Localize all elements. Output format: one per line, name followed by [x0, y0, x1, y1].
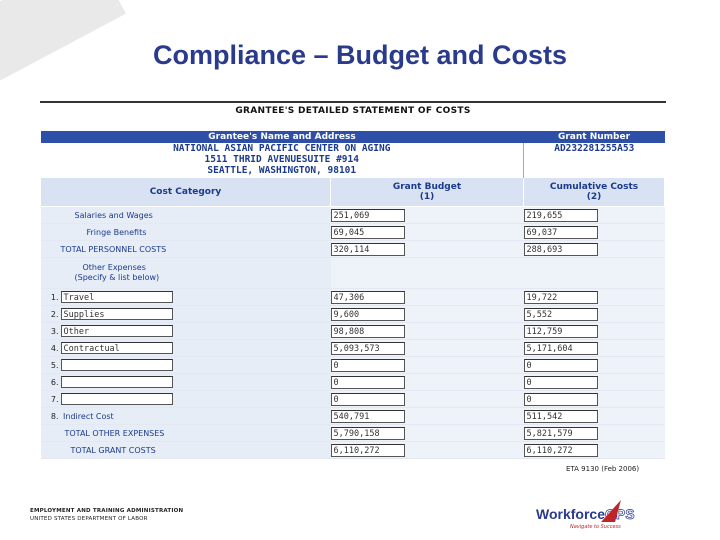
other-expenses-line1: Other Expenses: [82, 263, 146, 272]
row-label-text: Salaries and Wages: [74, 210, 153, 220]
cumulative-input[interactable]: 0: [524, 393, 598, 406]
budget-cell: [331, 241, 524, 258]
grant-number-header: Grant Number: [524, 131, 665, 143]
budget-cell: [331, 207, 524, 224]
cumulative-cell: [524, 442, 665, 459]
logo-text-gps: GPS: [604, 506, 635, 522]
cumulative-input[interactable]: 219,655: [524, 209, 598, 222]
other-expenses-label: [41, 258, 331, 289]
budget-cell: [331, 224, 524, 241]
cumulative-cell: [524, 374, 665, 391]
table-row-1: [41, 289, 665, 306]
row-label-text: Fringe Benefits: [86, 227, 147, 237]
cumulative-cell: [524, 207, 665, 224]
table-row-total-grant: [41, 442, 665, 459]
cumulative-cell: [524, 425, 665, 442]
logo-tagline: Navigate to Success: [570, 524, 621, 530]
cumulative-input[interactable]: 69,037: [524, 226, 598, 239]
cumulative-input[interactable]: 19,722: [524, 291, 598, 304]
row-label: [41, 408, 331, 425]
expense-name-input[interactable]: [61, 359, 173, 371]
budget-input[interactable]: 9,600: [331, 308, 405, 321]
grant-budget-header: [331, 178, 524, 207]
row-label: [41, 207, 331, 224]
table-row-3: [41, 323, 665, 340]
cumulative-cell: [524, 340, 665, 357]
budget-input[interactable]: 0: [331, 359, 405, 372]
agency-name: EMPLOYMENT AND TRAINING ADMINISTRATION: [30, 508, 184, 514]
row-label: [41, 241, 331, 258]
cumulative-costs-header-label: Cumulative Costs: [549, 182, 639, 192]
budget-input[interactable]: 6,110,272: [331, 444, 405, 457]
table-row-4: [41, 340, 665, 357]
column-header-row: [41, 178, 665, 207]
cumulative-input[interactable]: 5,821,579: [524, 427, 598, 440]
cumulative-cell: [524, 289, 665, 306]
row-label-text: TOTAL OTHER EXPENSES: [64, 428, 165, 438]
row-number: 7.: [50, 394, 59, 404]
grantee-address: [41, 143, 524, 178]
row-label: [41, 323, 331, 340]
budget-input[interactable]: 47,306: [331, 291, 405, 304]
table-row-salaries: [41, 207, 665, 224]
table-row-2: [41, 306, 665, 323]
budget-cell: [331, 425, 524, 442]
row-label: [41, 374, 331, 391]
grant-number: AD232281255A53: [554, 143, 635, 154]
row-label: [41, 391, 331, 408]
budget-cell: [331, 340, 524, 357]
grantee-info-row: [41, 143, 665, 178]
budget-cell: [331, 306, 524, 323]
divider: [40, 101, 666, 103]
row-number: 4.: [50, 343, 59, 353]
table-row-7: [41, 391, 665, 408]
budget-input[interactable]: 320,114: [331, 243, 405, 256]
table-row-6: [41, 374, 665, 391]
expense-name-input[interactable]: [61, 393, 173, 405]
row-number: 8.: [50, 411, 59, 421]
expense-name-input[interactable]: Supplies: [61, 308, 173, 320]
grant-budget-header-label: Grant Budget: [392, 182, 462, 192]
slide-title: Compliance – Budget and Costs: [152, 40, 568, 70]
empty-cell: [524, 258, 665, 289]
cumulative-cell: [524, 224, 665, 241]
budget-cell: [331, 357, 524, 374]
budget-cell: [331, 442, 524, 459]
expense-name-input[interactable]: Travel: [61, 291, 173, 303]
department-name: UNITED STATES DEPARTMENT OF LABOR: [30, 516, 148, 522]
logo-text-workforce: Workforce: [536, 506, 605, 522]
cumulative-input[interactable]: 6,110,272: [524, 444, 598, 457]
budget-input[interactable]: 540,791: [331, 410, 405, 423]
budget-input[interactable]: 69,045: [331, 226, 405, 239]
cumulative-input[interactable]: 0: [524, 359, 598, 372]
row-label-text: TOTAL PERSONNEL COSTS: [60, 244, 167, 254]
cumulative-input[interactable]: 288,693: [524, 243, 598, 256]
cumulative-input[interactable]: 112,759: [524, 325, 598, 338]
budget-input[interactable]: 5,093,573: [331, 342, 405, 355]
workforce-gps-logo: [536, 506, 635, 522]
budget-cell: [331, 374, 524, 391]
form-id: ETA 9130 (Feb 2006): [566, 465, 640, 473]
row-number: 3.: [50, 326, 59, 336]
row-label: [41, 425, 331, 442]
cumulative-costs-header: [524, 178, 665, 207]
table-row-fringe: [41, 224, 665, 241]
cumulative-cell: [524, 391, 665, 408]
budget-cell: [331, 408, 524, 425]
empty-cell: [331, 258, 524, 289]
row-number: 6.: [50, 377, 59, 387]
table-header-bar: [41, 131, 665, 143]
table-row-5: [41, 357, 665, 374]
grantee-name: NATIONAL ASIAN PACIFIC CENTER ON AGING: [173, 143, 391, 154]
table-row-total-other: [41, 425, 665, 442]
budget-input[interactable]: 251,069: [331, 209, 405, 222]
row-label: [41, 357, 331, 374]
cumulative-input[interactable]: 511,542: [524, 410, 598, 423]
row-number: 1.: [50, 292, 59, 302]
row-label-text: TOTAL GRANT COSTS: [70, 445, 156, 455]
row-label: [41, 306, 331, 323]
row-label: [41, 442, 331, 459]
form-title: GRANTEE'S DETAILED STATEMENT OF COSTS: [235, 106, 471, 116]
expense-name-input[interactable]: Contractual: [61, 342, 173, 354]
cumulative-cell: [524, 357, 665, 374]
table-row-total-personnel: [41, 241, 665, 258]
table-row-other-expenses-header: [41, 258, 665, 289]
budget-input[interactable]: 98,808: [331, 325, 405, 338]
cumulative-cell: [524, 408, 665, 425]
grant-budget-header-sub: (1): [419, 192, 435, 202]
row-label-text: Indirect Cost: [63, 411, 114, 421]
budget-input[interactable]: 0: [331, 376, 405, 389]
budget-cell: [331, 323, 524, 340]
cost-statement-table: [40, 131, 665, 459]
row-label: [41, 340, 331, 357]
row-label: [41, 289, 331, 306]
cumulative-cell: [524, 306, 665, 323]
budget-cell: [331, 289, 524, 306]
row-number: 2.: [50, 309, 59, 319]
table-row-8: [41, 408, 665, 425]
grantee-address-line1: 1511 THRID AVENUESUITE #914: [204, 154, 359, 165]
budget-input[interactable]: 5,790,158: [331, 427, 405, 440]
cumulative-cell: [524, 323, 665, 340]
row-label: [41, 224, 331, 241]
other-expenses-line2: (Specify & list below): [74, 273, 160, 282]
expense-name-input[interactable]: [61, 376, 173, 388]
name-address-header: Grantee's Name and Address: [41, 131, 524, 143]
cumulative-costs-header-sub: (2): [586, 192, 602, 202]
grantee-address-line2: SEATTLE, WASHINGTON, 98101: [207, 165, 357, 176]
row-number: 5.: [50, 360, 59, 370]
expense-name-input[interactable]: Other: [61, 325, 173, 337]
cost-category-header: Cost Category: [41, 178, 331, 207]
budget-cell: [331, 391, 524, 408]
budget-input[interactable]: 0: [331, 393, 405, 406]
cumulative-input[interactable]: 5,171,604: [524, 342, 598, 355]
cumulative-cell: [524, 241, 665, 258]
cumulative-input[interactable]: 0: [524, 376, 598, 389]
cumulative-input[interactable]: 5,552: [524, 308, 598, 321]
